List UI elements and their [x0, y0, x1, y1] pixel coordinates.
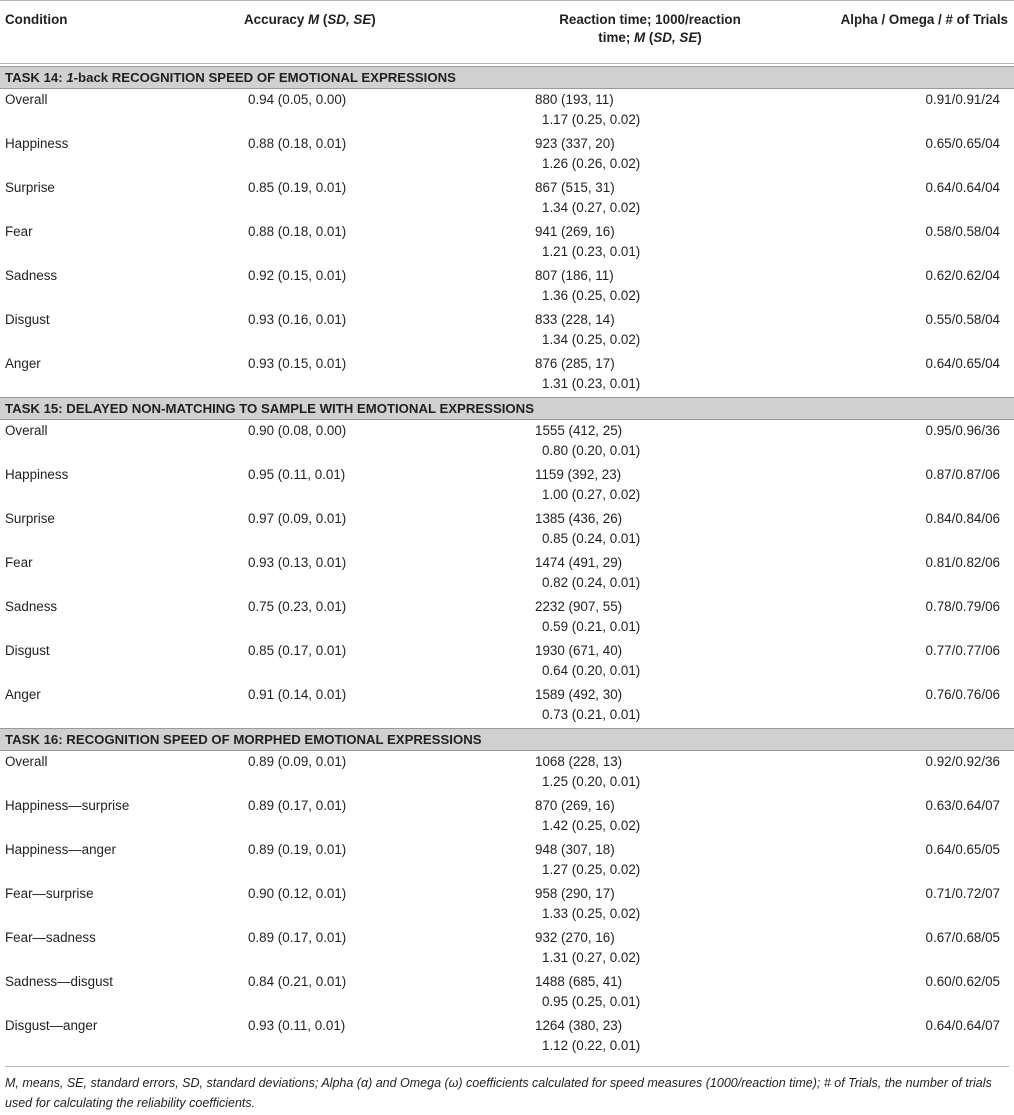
cell-speed: 0.59 (0.21, 0.01): [542, 619, 641, 634]
table-row: [0, 751, 1014, 795]
cell-accuracy: 0.93 (0.15, 0.01): [248, 356, 347, 371]
table-row: [0, 464, 1014, 508]
cell-accuracy: 0.93 (0.16, 0.01): [248, 312, 347, 327]
header-accuracy-sd: SD, SE: [327, 12, 372, 27]
table-row: [0, 309, 1014, 353]
header-reliability: Alpha / Omega / # of Trials: [840, 12, 1008, 27]
header-rt-m: M: [634, 30, 646, 45]
header-accuracy-close: ): [371, 12, 376, 27]
cell-reliability: 0.95/0.96/36: [925, 423, 1000, 438]
header-accuracy: [244, 11, 376, 29]
cell-reliability: 0.77/0.77/06: [925, 643, 1000, 658]
cell-condition: Overall: [5, 423, 48, 438]
cell-reaction-time: 867 (515, 31): [535, 180, 615, 195]
table-row: [0, 353, 1014, 397]
cell-reaction-time: 1589 (492, 30): [535, 687, 623, 702]
cell-reaction-time: 1474 (491, 29): [535, 555, 623, 570]
table-body: [0, 66, 1014, 1059]
cell-condition: Happiness: [5, 467, 69, 482]
cell-accuracy: 0.88 (0.18, 0.01): [248, 136, 347, 151]
cell-accuracy: 0.88 (0.18, 0.01): [248, 224, 347, 239]
table-row: [0, 684, 1014, 728]
cell-condition: Disgust: [5, 312, 50, 327]
cell-speed: 1.25 (0.20, 0.01): [542, 774, 641, 789]
cell-accuracy: 0.89 (0.17, 0.01): [248, 930, 347, 945]
table-header: [0, 0, 1014, 63]
cell-speed: 0.64 (0.20, 0.01): [542, 663, 641, 678]
cell-reaction-time: 948 (307, 18): [535, 842, 615, 857]
cell-reliability: 0.64/0.64/04: [925, 180, 1000, 195]
cell-condition: Sadness: [5, 268, 58, 283]
cell-accuracy: 0.75 (0.23, 0.01): [248, 599, 347, 614]
cell-reaction-time: 1385 (436, 26): [535, 511, 623, 526]
cell-speed: 0.85 (0.24, 0.01): [542, 531, 641, 546]
cell-condition: Overall: [5, 754, 48, 769]
cell-speed: 0.73 (0.21, 0.01): [542, 707, 641, 722]
cell-condition: Surprise: [5, 180, 55, 195]
section-header: [0, 66, 1014, 89]
cell-reliability: 0.67/0.68/05: [925, 930, 1000, 945]
table-row: [0, 221, 1014, 265]
cell-reaction-time: 932 (270, 16): [535, 930, 615, 945]
table-row: [0, 795, 1014, 839]
cell-speed: 0.80 (0.20, 0.01): [542, 443, 641, 458]
header-accuracy-open: (: [319, 12, 328, 27]
cell-reaction-time: 1264 (380, 23): [535, 1018, 623, 1033]
cell-reliability: 0.92/0.92/36: [925, 754, 1000, 769]
cell-condition: Disgust: [5, 643, 50, 658]
section-header: [0, 728, 1014, 751]
cell-condition: Fear—surprise: [5, 886, 94, 901]
cell-reliability: 0.63/0.64/07: [925, 798, 1000, 813]
table-footnote: M, means, SE, standard errors, SD, standard deviations; Alpha (α) and Omega (ω) coefficients calculated for speed measures (1000/reaction time); # of Trials, the number of trials used for calculating the reliability coefficients.: [5, 1066, 1009, 1113]
cell-condition: Happiness—anger: [5, 842, 116, 857]
cell-accuracy: 0.85 (0.19, 0.01): [248, 180, 347, 195]
cell-accuracy: 0.94 (0.05, 0.00): [248, 92, 347, 107]
cell-speed: 1.42 (0.25, 0.02): [542, 818, 641, 833]
table-row: [0, 883, 1014, 927]
header-accuracy-m: M: [308, 12, 320, 27]
cell-condition: Overall: [5, 92, 48, 107]
cell-reaction-time: 1488 (685, 41): [535, 974, 623, 989]
cell-accuracy: 0.90 (0.12, 0.01): [248, 886, 347, 901]
cell-accuracy: 0.84 (0.21, 0.01): [248, 974, 347, 989]
cell-speed: 1.31 (0.27, 0.02): [542, 950, 641, 965]
cell-accuracy: 0.89 (0.19, 0.01): [248, 842, 347, 857]
table-row: [0, 927, 1014, 971]
header-rt-line2: time;: [598, 30, 634, 45]
cell-reliability: 0.76/0.76/06: [925, 687, 1000, 702]
cell-speed: 1.26 (0.26, 0.02): [542, 156, 641, 171]
cell-condition: Anger: [5, 356, 41, 371]
table-row: [0, 640, 1014, 684]
cell-accuracy: 0.93 (0.13, 0.01): [248, 555, 347, 570]
cell-speed: 1.31 (0.23, 0.01): [542, 376, 641, 391]
cell-reaction-time: 876 (285, 17): [535, 356, 615, 371]
header-condition: Condition: [5, 12, 68, 27]
cell-condition: Happiness—surprise: [5, 798, 130, 813]
cell-speed: 0.82 (0.24, 0.01): [542, 575, 641, 590]
section-header: [0, 397, 1014, 420]
cell-speed: 1.34 (0.25, 0.02): [542, 332, 641, 347]
cell-speed: 1.33 (0.25, 0.02): [542, 906, 641, 921]
header-rt-close: ): [697, 30, 702, 45]
table-row: [0, 133, 1014, 177]
header-reaction-time: [500, 11, 800, 47]
table-row: [0, 177, 1014, 221]
cell-reaction-time: 941 (269, 16): [535, 224, 615, 239]
cell-speed: 1.00 (0.27, 0.02): [542, 487, 641, 502]
cell-reaction-time: 1159 (392, 23): [535, 467, 622, 482]
cell-reaction-time: 923 (337, 20): [535, 136, 615, 151]
header-rt-line1: Reaction time; 1000/reaction: [559, 12, 741, 27]
cell-reliability: 0.60/0.62/05: [925, 974, 1000, 989]
cell-reliability: 0.64/0.64/07: [925, 1018, 1000, 1033]
cell-speed: 1.27 (0.25, 0.02): [542, 862, 641, 877]
cell-reaction-time: 880 (193, 11): [535, 92, 614, 107]
cell-condition: Fear—sadness: [5, 930, 96, 945]
table-row: [0, 839, 1014, 883]
cell-speed: 1.17 (0.25, 0.02): [542, 112, 641, 127]
cell-speed: 1.36 (0.25, 0.02): [542, 288, 641, 303]
cell-reaction-time: 1068 (228, 13): [535, 754, 623, 769]
table-row: [0, 420, 1014, 464]
cell-accuracy: 0.85 (0.17, 0.01): [248, 643, 347, 658]
table-row: [0, 89, 1014, 133]
table-row: [0, 552, 1014, 596]
cell-reaction-time: 870 (269, 16): [535, 798, 615, 813]
cell-reaction-time: 833 (228, 14): [535, 312, 615, 327]
cell-condition: Fear: [5, 224, 33, 239]
table-row: [0, 971, 1014, 1015]
table-row: [0, 1015, 1014, 1059]
cell-reaction-time: 1930 (671, 40): [535, 643, 623, 658]
cell-speed: 1.12 (0.22, 0.01): [542, 1038, 641, 1053]
cell-reaction-time: 1555 (412, 25): [535, 423, 623, 438]
cell-condition: Sadness—disgust: [5, 974, 113, 989]
cell-condition: Surprise: [5, 511, 55, 526]
cell-condition: Sadness: [5, 599, 58, 614]
header-accuracy-text: Accuracy: [244, 12, 309, 27]
cell-reaction-time: 958 (290, 17): [535, 886, 615, 901]
section-title: TASK 15: DELAYED NON-MATCHING TO SAMPLE WITH EMOTIONAL EXPRESSIONS: [5, 401, 535, 416]
cell-accuracy: 0.89 (0.17, 0.01): [248, 798, 347, 813]
cell-accuracy: 0.90 (0.08, 0.00): [248, 423, 347, 438]
header-rt-open: (: [645, 30, 654, 45]
cell-reliability: 0.81/0.82/06: [925, 555, 1000, 570]
cell-speed: 1.34 (0.27, 0.02): [542, 200, 641, 215]
cell-condition: Fear: [5, 555, 33, 570]
cell-accuracy: 0.92 (0.15, 0.01): [248, 268, 347, 283]
cell-condition: Anger: [5, 687, 41, 702]
cell-reliability: 0.87/0.87/06: [925, 467, 1000, 482]
cell-reaction-time: 2232 (907, 55): [535, 599, 623, 614]
table-row: [0, 508, 1014, 552]
cell-reliability: 0.58/0.58/04: [925, 224, 1000, 239]
table-row: [0, 265, 1014, 309]
cell-reliability: 0.65/0.65/04: [925, 136, 1000, 151]
header-rt-sd: SD, SE: [653, 30, 698, 45]
cell-condition: Happiness: [5, 136, 69, 151]
cell-condition: Disgust—anger: [5, 1018, 98, 1033]
section-title-rest: -back RECOGNITION SPEED OF EMOTIONAL EXPRESSIONS: [73, 70, 456, 85]
section-title: TASK 16: RECOGNITION SPEED OF MORPHED EMOTIONAL EXPRESSIONS: [5, 732, 482, 747]
table-row: [0, 596, 1014, 640]
cell-reliability: 0.55/0.58/04: [925, 312, 1000, 327]
cell-reliability: 0.84/0.84/06: [925, 511, 1000, 526]
cell-reliability: 0.71/0.72/07: [925, 886, 1000, 901]
cell-reliability: 0.91/0.91/24: [925, 92, 1000, 107]
cell-reliability: 0.64/0.65/05: [925, 842, 1000, 857]
cell-accuracy: 0.91 (0.14, 0.01): [248, 687, 347, 702]
cell-speed: 1.21 (0.23, 0.01): [542, 244, 641, 259]
cell-reliability: 0.62/0.62/04: [925, 268, 1000, 283]
cell-reliability: 0.64/0.65/04: [925, 356, 1000, 371]
section-title: TASK 14:: [5, 70, 67, 85]
section-title-italic: 1: [66, 70, 74, 85]
cell-accuracy: 0.93 (0.11, 0.01): [248, 1018, 346, 1033]
cell-accuracy: 0.97 (0.09, 0.01): [248, 511, 347, 526]
cell-accuracy: 0.89 (0.09, 0.01): [248, 754, 347, 769]
cell-accuracy: 0.95 (0.11, 0.01): [248, 467, 346, 482]
cell-reliability: 0.78/0.79/06: [925, 599, 1000, 614]
cell-reaction-time: 807 (186, 11): [535, 268, 614, 283]
cell-speed: 0.95 (0.25, 0.01): [542, 994, 641, 1009]
